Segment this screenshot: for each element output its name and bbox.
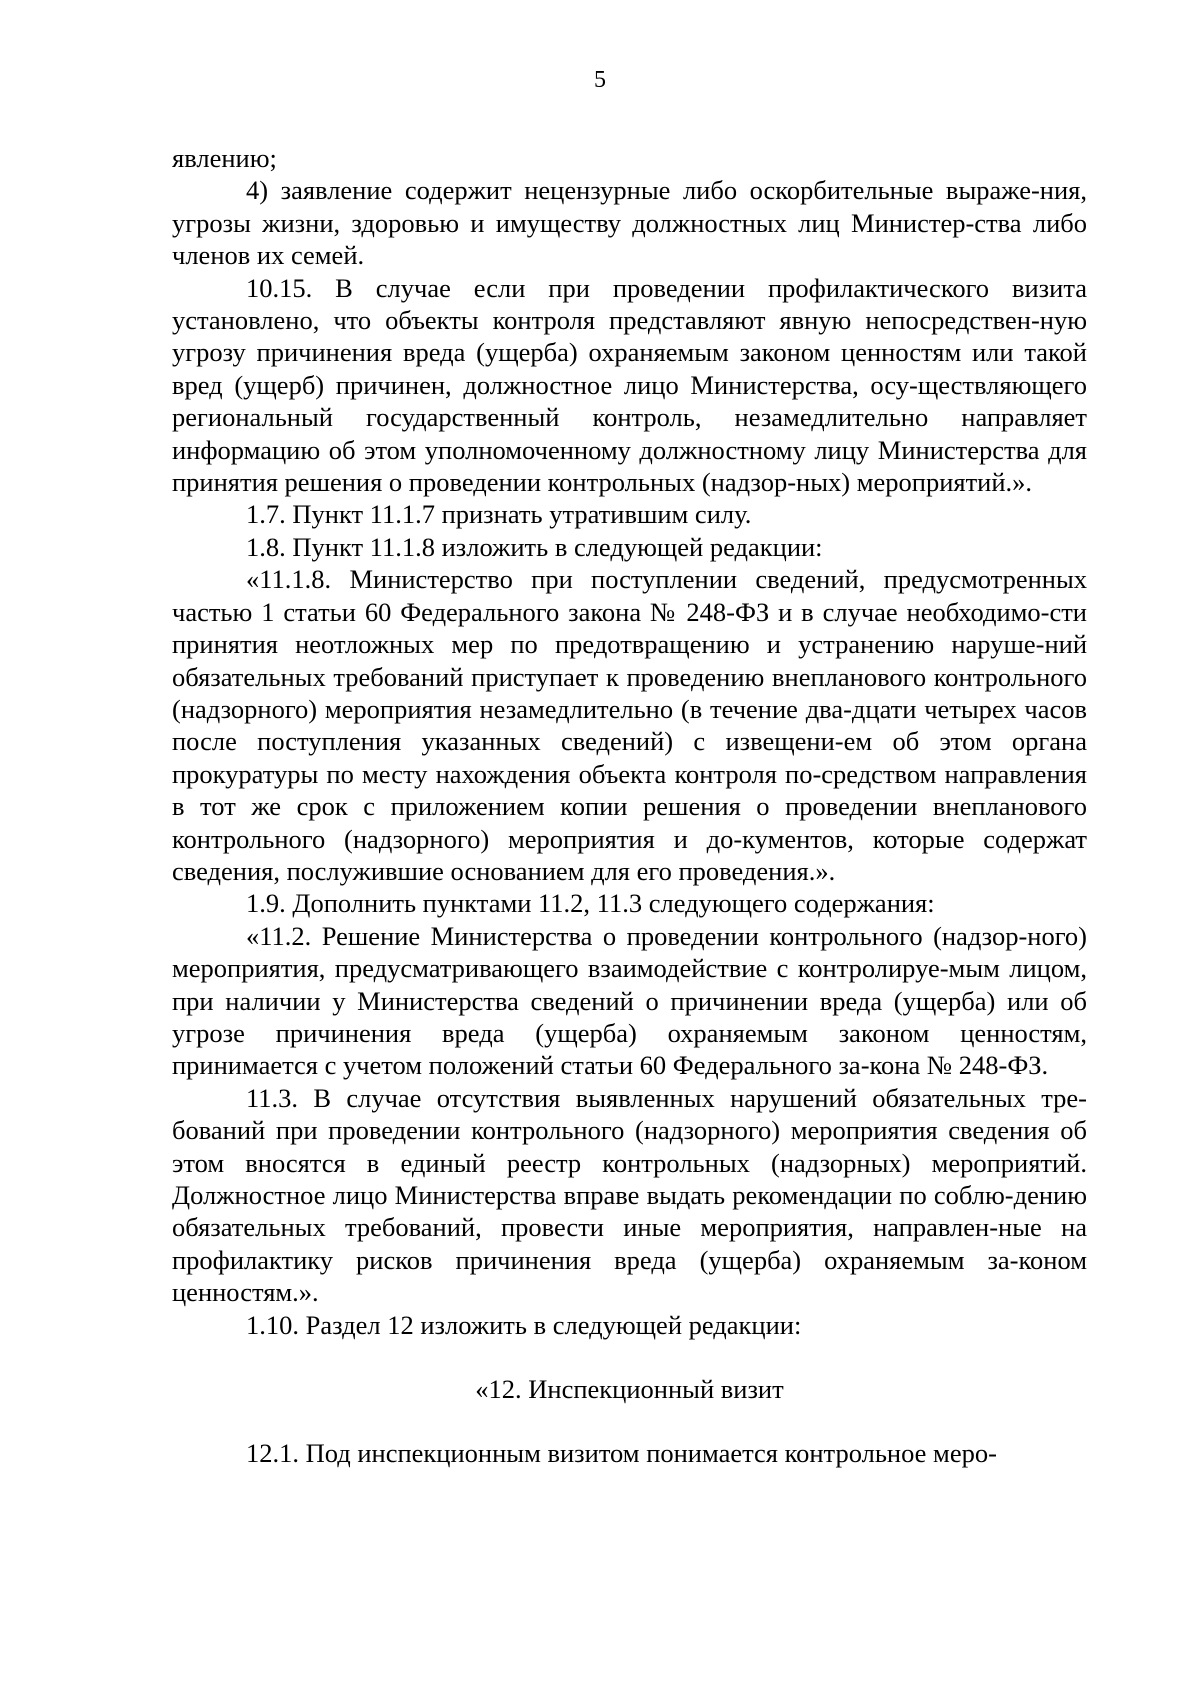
paragraph-10-15: 10.15. В случае если при проведении профилактического визита установлено, что объекты контроля представляют явную непосредствен-ную угрозу причинения вреда (ущерба) охраняемым законом ценностям или такой вред (ущерб) причинен, должностное лицо Министерства, осу-ществляющего региональный государственный контроль, незамедлительно направляет информацию об этом уполномоченному должностному лицу Министерства для принятия решения о проведении контрольных (надзор-ных) мероприятий.». [172, 272, 1087, 498]
paragraph-11-1-8: «11.1.8. Министерство при поступлении сведений, предусмотренных частью 1 статьи 60 Федерального закона № 248-ФЗ и в случае необходимо-сти принятия неотложных мер по предотвращению и устранению наруше-ний обязательных требований приступает к проведению внепланового контрольного (надзорного) мероприятия незамедлительно (в течение два-дцати четырех часов после поступления указанных сведений) с извещени-ем об этом органа прокуратуры по месту нахождения объекта контроля по-средством направления в тот же срок с приложением копии решения о проведении внепланового контрольного (надзорного) мероприятия и до-кументов, которые содержат сведения, послужившие основанием для его проведения.». [172, 564, 1087, 886]
paragraph-item-4: 4) заявление содержит нецензурные либо оскорбительные выраже-ния, угрозы жизни, здоровью и имуществу должностных лиц Министер-ства либо членов их семей. [172, 175, 1087, 271]
paragraph-11-3: 11.3. В случае отсутствия выявленных нарушений обязательных тре-бований при проведении контрольного (надзорного) мероприятия сведения об этом вносятся в единый реестр контрольных (надзорных) мероприятий. Должностное лицо Министерства вправе выдать рекомендации по соблю-дению обязательных требований, провести иные мероприятия, направлен-ные на профилактику рисков причинения вреда (ущерба) охраняемым за-коном ценностям.». [172, 1082, 1087, 1308]
paragraph-1-9: 1.9. Дополнить пунктами 11.2, 11.3 следующего содержания: [246, 888, 935, 919]
paragraph-continuation: явлению; [172, 143, 277, 173]
paragraph-1-8: 1.8. Пункт 11.1.8 изложить в следующей редакции: [246, 531, 823, 562]
paragraph-1-10: 1.10. Раздел 12 изложить в следующей редакции: [246, 1309, 802, 1340]
paragraph-1-7: 1.7. Пункт 11.1.7 признать утратившим силу. [246, 499, 752, 530]
paragraph-11-2: «11.2. Решение Министерства о проведении контрольного (надзор-ного) мероприятия, предусматривающего взаимодействие с контролируе-мым лицом, при наличии у Министерства сведений о причинении вреда (ущерба) или об угрозе причинения вреда (ущерба) охраняемым законом ценностям, принимается с учетом положений статьи 60 Федерального за-кона № 248-ФЗ. [172, 920, 1087, 1081]
paragraph-12-1: 12.1. Под инспекционным визитом понимается контрольное меро- [246, 1438, 997, 1469]
document-body [172, 142, 1087, 1470]
section-heading: «12. Инспекционный визит [475, 1374, 784, 1405]
page-number: 5 [594, 67, 606, 93]
